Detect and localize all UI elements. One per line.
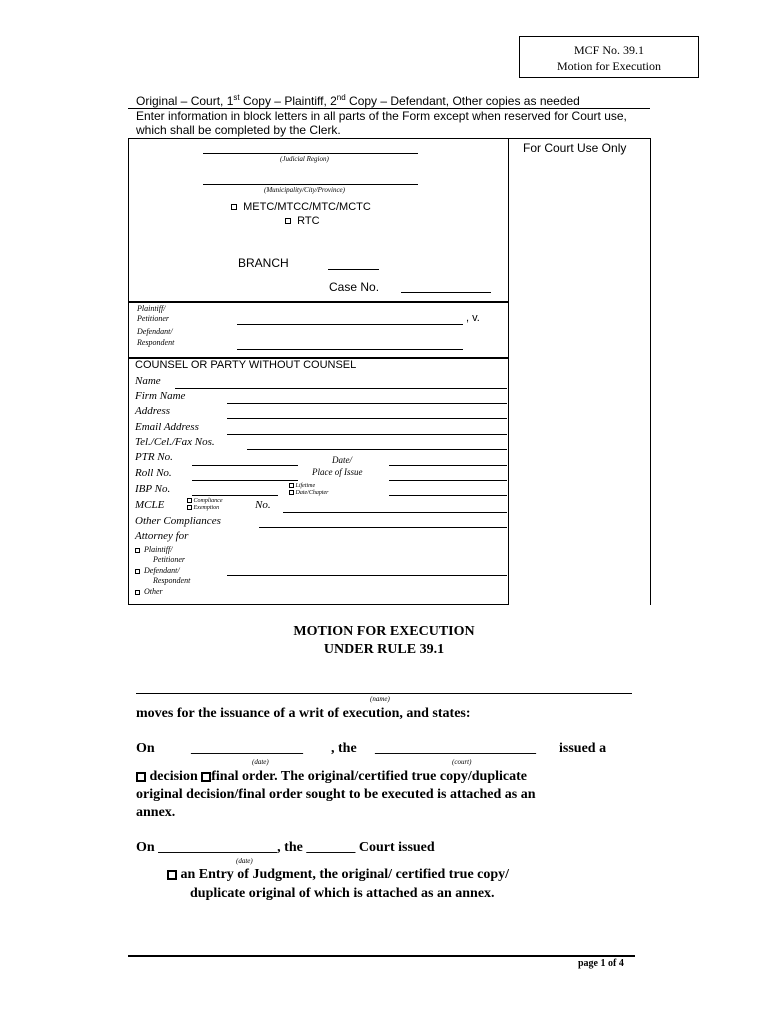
name-field[interactable] <box>175 388 507 389</box>
court-option-rtc[interactable]: RTC <box>285 215 320 227</box>
p2-line1: an Entry of Judgment, the original/ certified true copy/ <box>167 867 509 883</box>
p1-line3: original decision/final order sought to be executed is attached as an <box>136 787 536 802</box>
firm-name-field[interactable] <box>227 403 507 404</box>
attorney-for-label: Attorney for <box>135 530 189 542</box>
checkbox-icon[interactable] <box>135 548 140 553</box>
other-compliances-label: Other Compliances <box>135 515 221 527</box>
p2-line0: On _________________, the _______ Court issued <box>136 840 435 855</box>
attorney-petitioner-label: Petitioner <box>153 555 185 564</box>
court-option-metc[interactable]: METC/MTCC/MTC/MCTC <box>231 201 371 213</box>
checkbox-icon[interactable] <box>231 204 237 210</box>
attorney-defendant-option[interactable]: Defendant/ <box>135 566 180 575</box>
other-compliances-field[interactable] <box>259 527 507 528</box>
court-use-column <box>509 138 651 605</box>
motion-title: MOTION FOR EXECUTION <box>293 624 475 639</box>
plaintiff-label: Plaintiff/ <box>137 304 166 313</box>
attorney-respondent-label: Respondent <box>153 576 191 585</box>
p1-date-caption: (date) <box>252 758 269 766</box>
form-title: Motion for Execution <box>557 59 661 73</box>
judicial-region-caption: (Judicial Region) <box>280 155 329 163</box>
ibp-field[interactable] <box>192 495 278 496</box>
decision-checkbox[interactable] <box>136 772 146 782</box>
court-use-label: For Court Use Only <box>523 141 627 155</box>
judicial-region-field[interactable] <box>203 153 418 154</box>
mcle-no-label: No. <box>255 499 271 511</box>
final-order-checkbox[interactable] <box>201 772 211 782</box>
movant-name-field[interactable] <box>136 693 632 694</box>
email-label: Email Address <box>135 421 199 433</box>
address-field[interactable] <box>227 418 507 419</box>
roll-label: Roll No. <box>135 467 172 479</box>
court-header-box <box>128 138 509 302</box>
checkbox-icon[interactable] <box>289 483 294 488</box>
parties-box <box>128 302 509 358</box>
place-field[interactable] <box>389 480 507 481</box>
p1-court-blank[interactable]: _______________________ <box>375 741 536 756</box>
lifetime-option[interactable]: Lifetime <box>289 483 315 489</box>
name-caption: (name) <box>370 695 390 703</box>
page-number: page 1 of 4 <box>578 958 624 969</box>
entry-judgment-checkbox[interactable] <box>167 870 177 880</box>
p1-the: , the <box>331 741 357 756</box>
checkbox-icon[interactable] <box>187 498 192 503</box>
branch-label: BRANCH <box>238 256 289 270</box>
firm-name-label: Firm Name <box>135 390 186 402</box>
address-label: Address <box>135 405 171 417</box>
attorney-plaintiff-option[interactable]: Plaintiff/ <box>135 545 172 554</box>
respondent-label: Respondent <box>137 338 175 347</box>
counsel-heading: COUNSEL OR PARTY WITHOUT COUNSEL <box>135 359 357 371</box>
mcle-label: MCLE <box>135 499 165 511</box>
footer-divider <box>128 955 635 957</box>
compliance-option[interactable]: Compliance <box>187 498 223 504</box>
attorney-for-field[interactable] <box>227 575 507 576</box>
p1-date-blank[interactable]: ________________ <box>191 741 303 756</box>
tel-label: Tel./Cel./Fax Nos. <box>135 436 215 448</box>
tel-field[interactable] <box>247 449 507 450</box>
exemption-option[interactable]: Exemption <box>187 505 219 511</box>
checkbox-icon[interactable] <box>187 505 192 510</box>
petitioner-label: Petitioner <box>137 314 169 323</box>
checkbox-icon[interactable] <box>289 490 294 495</box>
name-label: Name <box>135 375 161 387</box>
p1-line4: annex. <box>136 805 176 820</box>
mcle-no-field[interactable] <box>283 512 507 513</box>
p1-issued: issued a <box>559 741 607 756</box>
ptr-field[interactable] <box>192 465 298 466</box>
date-label: Date/ <box>332 455 352 465</box>
moves-text: moves for the issuance of a writ of execution, and states: <box>136 706 471 721</box>
branch-field[interactable] <box>328 269 379 270</box>
municipality-caption: (Municipality/City/Province) <box>264 186 345 194</box>
ptr-label: PTR No. <box>135 451 173 463</box>
counsel-box <box>128 358 509 605</box>
checkbox-icon[interactable] <box>135 590 140 595</box>
defendant-label: Defendant/ <box>137 327 173 336</box>
case-no-label: Case No. <box>329 280 380 294</box>
p1-on: On <box>136 741 155 756</box>
case-no-field[interactable] <box>401 292 491 293</box>
form-id-box <box>519 36 699 78</box>
attorney-other-option[interactable]: Other <box>135 587 163 596</box>
email-field[interactable] <box>227 434 507 435</box>
roll-field[interactable] <box>192 480 298 481</box>
copies-distribution: Original – Court, 1st Copy – Plaintiff, 2nd Copy – Defendant, Other copies as needed <box>136 93 580 108</box>
p2-date-caption: (date) <box>236 857 253 865</box>
form-number: MCF No. 39.1 <box>573 43 644 57</box>
p1-line2: decision final order. The original/certified true copy/duplicate <box>136 769 632 785</box>
p1-court-caption: (court) <box>452 758 472 766</box>
motion-subtitle: UNDER RULE 39.1 <box>323 642 445 657</box>
defendant-field[interactable] <box>237 349 463 350</box>
place-of-issue-label: Place of Issue <box>312 467 363 477</box>
instruction-text: Enter information in block letters in all parts of the Form except when reserved for Court use, which shall be completed by the Clerk. <box>136 109 627 137</box>
plaintiff-field[interactable] <box>237 324 463 325</box>
municipality-field[interactable] <box>203 184 418 185</box>
date-chapter-option[interactable]: Date/Chapter <box>289 490 329 496</box>
ibp-date-field[interactable] <box>389 495 507 496</box>
checkbox-icon[interactable] <box>135 569 140 574</box>
versus-label: , v. <box>466 312 480 324</box>
p2-line2: duplicate original of which is attached as an annex. <box>190 886 495 901</box>
checkbox-icon[interactable] <box>285 218 291 224</box>
ibp-label: IBP No. <box>135 483 171 495</box>
ptr-date-field[interactable] <box>389 465 507 466</box>
